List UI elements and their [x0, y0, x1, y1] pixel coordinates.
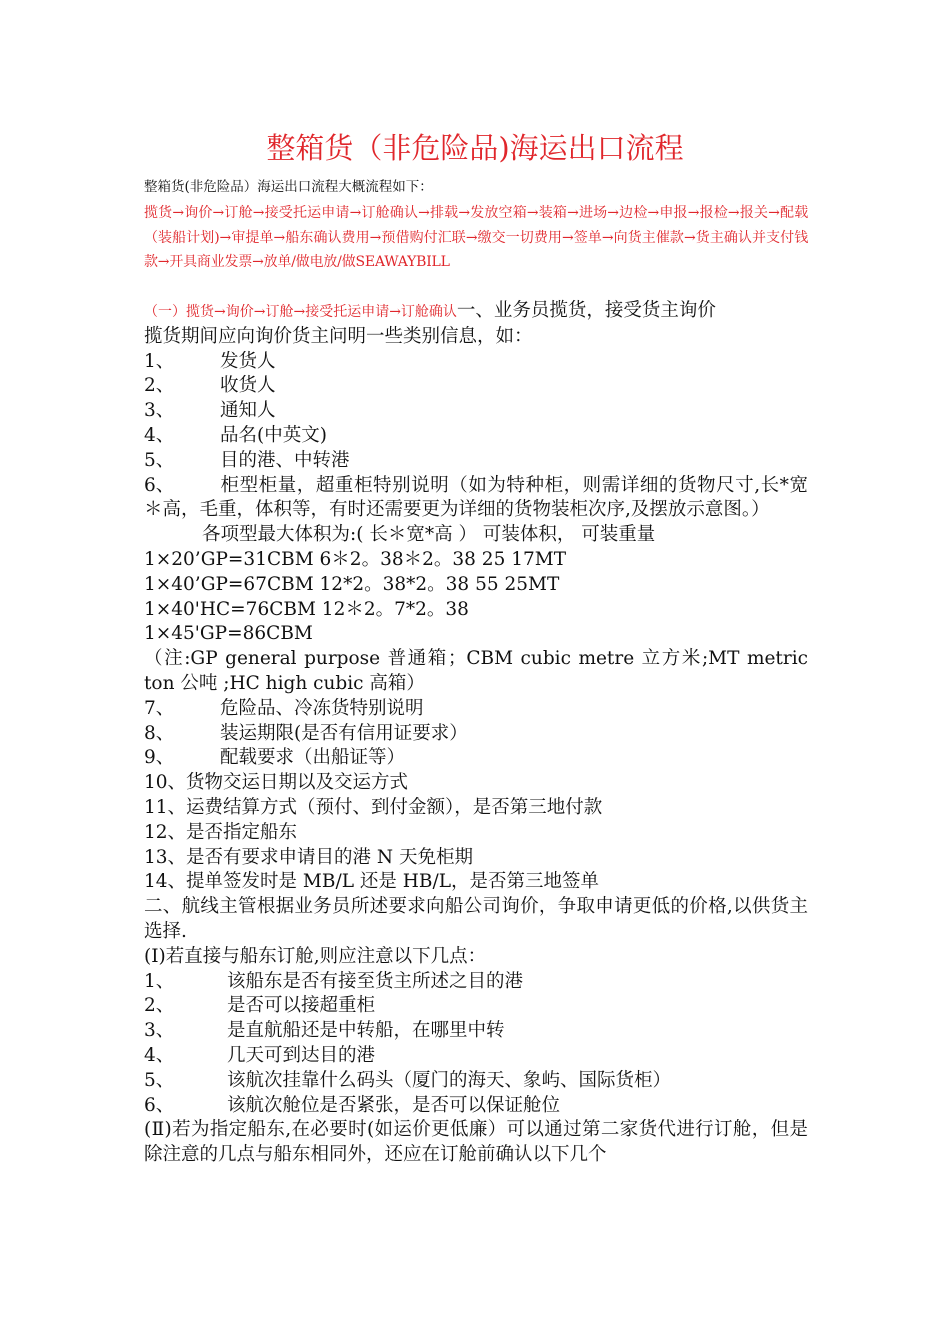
list-item: 5、 该航次挂靠什么码头（厦门的海天、象屿、国际货柜）	[144, 1069, 672, 1091]
list-item: 6、 该航次舱位是否紧张，是否可以保证舱位	[144, 1094, 561, 1116]
container-spec: 1×40'HC=76CBM 12＊2。7*2。38	[144, 598, 469, 620]
section-1-text: 一、业务员揽货，接受货主询价	[456, 300, 716, 321]
list-item: 8、 装运期限(是否有信用证要求）	[144, 722, 468, 744]
list-item: 1、 发货人	[144, 350, 276, 372]
list-item: 14、提单签发时是 MB/L 还是 HB/L，是否第三地签单	[144, 871, 599, 893]
list-item: 11、运费结算方式（预付、到付金额），是否第三地付款	[144, 796, 603, 818]
section-1-paragraph	[144, 299, 808, 325]
section-1-prefix: （一）揽货→询价→订舱→接受托运申请→订舱确认	[144, 304, 457, 320]
container-spec: 1×40’GP=67CBM 12*2。38*2。38 55 25MT	[144, 573, 560, 595]
list-item: 7、 危险品、冷冻货特别说明	[144, 697, 424, 719]
list-item: 5、 目的港、中转港	[144, 449, 350, 471]
list-item: 3、 通知人	[144, 400, 276, 422]
process-flow: 揽货→询价→订舱→接受托运申请→订舱确认→排载→发放空箱→装箱→进场→边检→申报→报检→报关→配载（装船计划)→审提单→船东确认费用→预借购付汇联→缴交一切费用→签单→向货主催款→货主确认并支付钱款→开具商业发票→放单/做电放/做SEAWAYBILL	[144, 205, 808, 270]
list-item: 4、 品名(中英文)	[144, 424, 327, 446]
list-item: 13、是否有要求申请目的港 N 天免柜期	[144, 846, 473, 868]
volume-header: 各项型最大体积为:( 长＊宽*高 ） 可装体积， 可装重量	[202, 524, 656, 546]
list-item-6: 6、 柜型柜量，超重柜特别说明（如为特种柜，则需详细的货物尺寸,长*宽＊高，毛重，体积等，有时还需要更为详细的货物装柜次序,及摆放示意图。）	[144, 474, 808, 521]
list-item: 4、 几天可到达目的港	[144, 1044, 376, 1066]
list-item: 1、 该船东是否有接至货主所述之目的港	[144, 970, 524, 992]
part-2-paragraph: (Ⅱ)若为指定船东,在必要时(如运价更低廉）可以通过第二家货代进行订舱，但是除注意的几点与船东相同外，还应在订舱前确认以下几个	[144, 1119, 808, 1166]
list-item: 2、 收货人	[144, 375, 276, 397]
list-item: 10、货物交运日期以及交运方式	[144, 772, 409, 794]
flow-intro: 整箱货(非危险品）海运出口流程大概流程如下：	[144, 179, 433, 195]
part-1-header: (Ⅰ)若直接与船东订舱,则应注意以下几点：	[144, 945, 487, 967]
container-spec: 1×45'GP=86CBM	[144, 623, 313, 645]
list-item: 12、是否指定船东	[144, 821, 298, 843]
document-body	[144, 299, 808, 1168]
list-item: 9、 配载要求（出船证等）	[144, 747, 406, 769]
document-title: 整箱货（非危险品)海运出口流程	[266, 131, 684, 165]
list-item: 3、 是直航船还是中转船，在哪里中转	[144, 1020, 505, 1042]
list-item: 2、 是否可以接超重柜	[144, 995, 376, 1017]
section-2-paragraph: 二、航线主管根据业务员所述要求向船公司询价，争取申请更低的价格,以供货主选择.	[144, 896, 808, 942]
abbreviation-note: （注:GP general purpose 普通箱；CBM cubic metre 立方米;MT metric ton 公吨 ;HC high cubic 高箱）	[144, 648, 808, 694]
ask-intro: 揽货期间应向询价货主问明一些类别信息，如：	[144, 325, 533, 347]
container-spec: 1×20’GP=31CBM 6＊2。38＊2。38 25 17MT	[144, 548, 567, 570]
